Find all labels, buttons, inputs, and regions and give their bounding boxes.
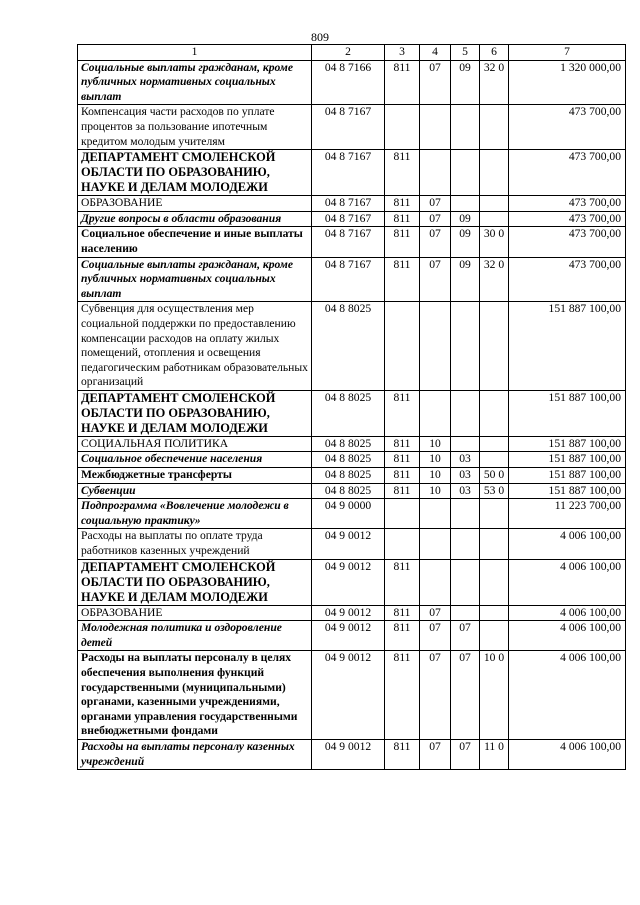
department-code: 811: [385, 60, 420, 105]
expense-type-code: 11 0: [480, 739, 509, 769]
table-row: [78, 499, 626, 529]
expense-type-code: [480, 621, 509, 651]
subsection-code: 03: [451, 452, 480, 468]
row-name: ОБРАЗОВАНИЕ: [78, 196, 312, 212]
row-name: ДЕПАРТАМЕНТ СМОЛЕНСКОЙ ОБЛАСТИ ПО ОБРАЗОВАНИЮ, НАУКЕ И ДЕЛАМ МОЛОДЕЖИ: [78, 559, 312, 605]
row-name: Социальные выплаты гражданам, кроме публичных нормативных социальных выплат: [78, 60, 312, 105]
column-header: 7: [509, 45, 626, 61]
target-article-code: 04 8 8025: [312, 452, 385, 468]
amount: 4 006 100,00: [509, 529, 626, 559]
target-article-code: 04 8 7167: [312, 227, 385, 257]
department-code: 811: [385, 452, 420, 468]
column-header-row: [78, 45, 626, 61]
subsection-code: 07: [451, 739, 480, 769]
expense-type-code: [480, 499, 509, 529]
column-header: 6: [480, 45, 509, 61]
row-name: ДЕПАРТАМЕНТ СМОЛЕНСКОЙ ОБЛАСТИ ПО ОБРАЗОВАНИЮ, НАУКЕ И ДЕЛАМ МОЛОДЕЖИ: [78, 390, 312, 436]
department-code: 811: [385, 605, 420, 621]
amount: 473 700,00: [509, 196, 626, 212]
section-code: [420, 499, 451, 529]
department-code: 811: [385, 390, 420, 436]
table-row: [78, 483, 626, 499]
section-code: 07: [420, 739, 451, 769]
section-code: 10: [420, 483, 451, 499]
amount: 151 887 100,00: [509, 452, 626, 468]
row-name: Компенсация части расходов по уплате процентов за пользование ипотечным кредитом молодым учителям: [78, 105, 312, 150]
subsection-code: [451, 390, 480, 436]
subsection-code: 09: [451, 227, 480, 257]
row-name: Другие вопросы в области образования: [78, 211, 312, 227]
target-article-code: 04 8 8025: [312, 390, 385, 436]
column-header: 2: [312, 45, 385, 61]
amount: 151 887 100,00: [509, 468, 626, 484]
table-row: [78, 529, 626, 559]
amount: 473 700,00: [509, 227, 626, 257]
amount: 4 006 100,00: [509, 739, 626, 769]
target-article-code: 04 8 7167: [312, 257, 385, 302]
row-name: Расходы на выплаты персоналу казенных учреждений: [78, 739, 312, 769]
row-name: Молодежная политика и оздоровление детей: [78, 621, 312, 651]
subsection-code: [451, 196, 480, 212]
target-article-code: 04 8 8025: [312, 468, 385, 484]
column-header: 3: [385, 45, 420, 61]
department-code: 811: [385, 227, 420, 257]
column-header: 4: [420, 45, 451, 61]
target-article-code: 04 8 8025: [312, 302, 385, 391]
department-code: 811: [385, 436, 420, 452]
column-header: 1: [78, 45, 312, 61]
target-article-code: 04 8 7167: [312, 211, 385, 227]
department-code: 811: [385, 739, 420, 769]
target-article-code: 04 9 0000: [312, 499, 385, 529]
subsection-code: [451, 436, 480, 452]
section-code: 07: [420, 211, 451, 227]
amount: 473 700,00: [509, 150, 626, 196]
amount: 151 887 100,00: [509, 483, 626, 499]
department-code: [385, 105, 420, 150]
table-row: [78, 196, 626, 212]
table-row: [78, 390, 626, 436]
expense-type-code: [480, 559, 509, 605]
section-code: 10: [420, 436, 451, 452]
expense-type-code: [480, 150, 509, 196]
target-article-code: 04 9 0012: [312, 529, 385, 559]
expense-type-code: [480, 436, 509, 452]
section-code: [420, 150, 451, 196]
section-code: [420, 105, 451, 150]
amount: 473 700,00: [509, 257, 626, 302]
section-code: [420, 529, 451, 559]
target-article-code: 04 9 0012: [312, 651, 385, 740]
department-code: 811: [385, 211, 420, 227]
expense-type-code: [480, 605, 509, 621]
expense-type-code: [480, 211, 509, 227]
section-code: 07: [420, 196, 451, 212]
expense-type-code: 50 0: [480, 468, 509, 484]
section-code: 07: [420, 257, 451, 302]
expense-type-code: [480, 196, 509, 212]
table-row: [78, 150, 626, 196]
row-name: Расходы на выплаты персоналу в целях обеспечения выполнения функций государственными (муниципальными) органами, казенными учреждениями, органами управления государственными внебюджетными фондами: [78, 651, 312, 740]
target-article-code: 04 9 0012: [312, 739, 385, 769]
amount: 1 320 000,00: [509, 60, 626, 105]
target-article-code: 04 9 0012: [312, 621, 385, 651]
amount: 151 887 100,00: [509, 436, 626, 452]
column-header: 5: [451, 45, 480, 61]
subsection-code: [451, 302, 480, 391]
table-row: [78, 211, 626, 227]
expense-type-code: 32 0: [480, 257, 509, 302]
table-row: [78, 60, 626, 105]
department-code: 811: [385, 559, 420, 605]
expense-type-code: 53 0: [480, 483, 509, 499]
amount: 4 006 100,00: [509, 621, 626, 651]
department-code: 811: [385, 468, 420, 484]
table-row: [78, 436, 626, 452]
amount: 151 887 100,00: [509, 302, 626, 391]
department-code: 811: [385, 196, 420, 212]
expense-type-code: 30 0: [480, 227, 509, 257]
page-number: 809: [311, 30, 329, 44]
department-code: 811: [385, 257, 420, 302]
amount: 4 006 100,00: [509, 605, 626, 621]
amount: 473 700,00: [509, 105, 626, 150]
target-article-code: 04 8 8025: [312, 436, 385, 452]
table-row: [78, 227, 626, 257]
section-code: 07: [420, 60, 451, 105]
expense-type-code: [480, 390, 509, 436]
row-name: СОЦИАЛЬНАЯ ПОЛИТИКА: [78, 436, 312, 452]
department-code: 811: [385, 621, 420, 651]
section-code: [420, 302, 451, 391]
amount: 151 887 100,00: [509, 390, 626, 436]
expense-type-code: [480, 105, 509, 150]
table-row: [78, 468, 626, 484]
row-name: Социальное обеспечение населения: [78, 452, 312, 468]
department-code: 811: [385, 651, 420, 740]
table-row: [78, 105, 626, 150]
section-code: 10: [420, 468, 451, 484]
subsection-code: [451, 105, 480, 150]
amount: 4 006 100,00: [509, 651, 626, 740]
amount: 4 006 100,00: [509, 559, 626, 605]
table-row: [78, 452, 626, 468]
subsection-code: 09: [451, 257, 480, 302]
section-code: 10: [420, 452, 451, 468]
subsection-code: 09: [451, 211, 480, 227]
target-article-code: 04 8 7167: [312, 196, 385, 212]
target-article-code: 04 9 0012: [312, 559, 385, 605]
section-code: 07: [420, 621, 451, 651]
table-row: [78, 739, 626, 769]
target-article-code: 04 8 8025: [312, 483, 385, 499]
table-row: [78, 302, 626, 391]
row-name: ОБРАЗОВАНИЕ: [78, 605, 312, 621]
department-code: [385, 302, 420, 391]
subsection-code: 03: [451, 468, 480, 484]
expense-type-code: 32 0: [480, 60, 509, 105]
row-name: Расходы на выплаты по оплате труда работников казенных учреждений: [78, 529, 312, 559]
section-code: 07: [420, 605, 451, 621]
row-name: Социальные выплаты гражданам, кроме публичных нормативных социальных выплат: [78, 257, 312, 302]
expense-type-code: [480, 529, 509, 559]
table-row: [78, 651, 626, 740]
expense-type-code: [480, 302, 509, 391]
subsection-code: 03: [451, 483, 480, 499]
subsection-code: [451, 499, 480, 529]
row-name: Межбюджетные трансферты: [78, 468, 312, 484]
table-row: [78, 605, 626, 621]
section-code: 07: [420, 227, 451, 257]
department-code: [385, 529, 420, 559]
row-name: Подпрограмма «Вовлечение молодежи в социальную практику»: [78, 499, 312, 529]
row-name: Субвенция для осуществления мер социальной поддержки по предоставлению компенсации расходов на оплату жилых помещений, отопления и освещения педагогическим работникам образовательных организаций: [78, 302, 312, 391]
expense-type-code: [480, 452, 509, 468]
section-code: 07: [420, 651, 451, 740]
subsection-code: [451, 150, 480, 196]
table-row: [78, 257, 626, 302]
target-article-code: 04 8 7166: [312, 60, 385, 105]
amount: 473 700,00: [509, 211, 626, 227]
target-article-code: 04 9 0012: [312, 605, 385, 621]
row-name: Субвенции: [78, 483, 312, 499]
table-row: [78, 621, 626, 651]
department-code: 811: [385, 483, 420, 499]
target-article-code: 04 8 7167: [312, 105, 385, 150]
table-row: [78, 559, 626, 605]
subsection-code: [451, 529, 480, 559]
budget-table: [77, 44, 626, 770]
row-name: ДЕПАРТАМЕНТ СМОЛЕНСКОЙ ОБЛАСТИ ПО ОБРАЗОВАНИЮ, НАУКЕ И ДЕЛАМ МОЛОДЕЖИ: [78, 150, 312, 196]
subsection-code: [451, 605, 480, 621]
department-code: [385, 499, 420, 529]
section-code: [420, 559, 451, 605]
amount: 11 223 700,00: [509, 499, 626, 529]
department-code: 811: [385, 150, 420, 196]
row-name: Социальное обеспечение и иные выплаты населению: [78, 227, 312, 257]
subsection-code: 07: [451, 651, 480, 740]
target-article-code: 04 8 7167: [312, 150, 385, 196]
subsection-code: 07: [451, 621, 480, 651]
expense-type-code: 10 0: [480, 651, 509, 740]
subsection-code: [451, 559, 480, 605]
section-code: [420, 390, 451, 436]
subsection-code: 09: [451, 60, 480, 105]
